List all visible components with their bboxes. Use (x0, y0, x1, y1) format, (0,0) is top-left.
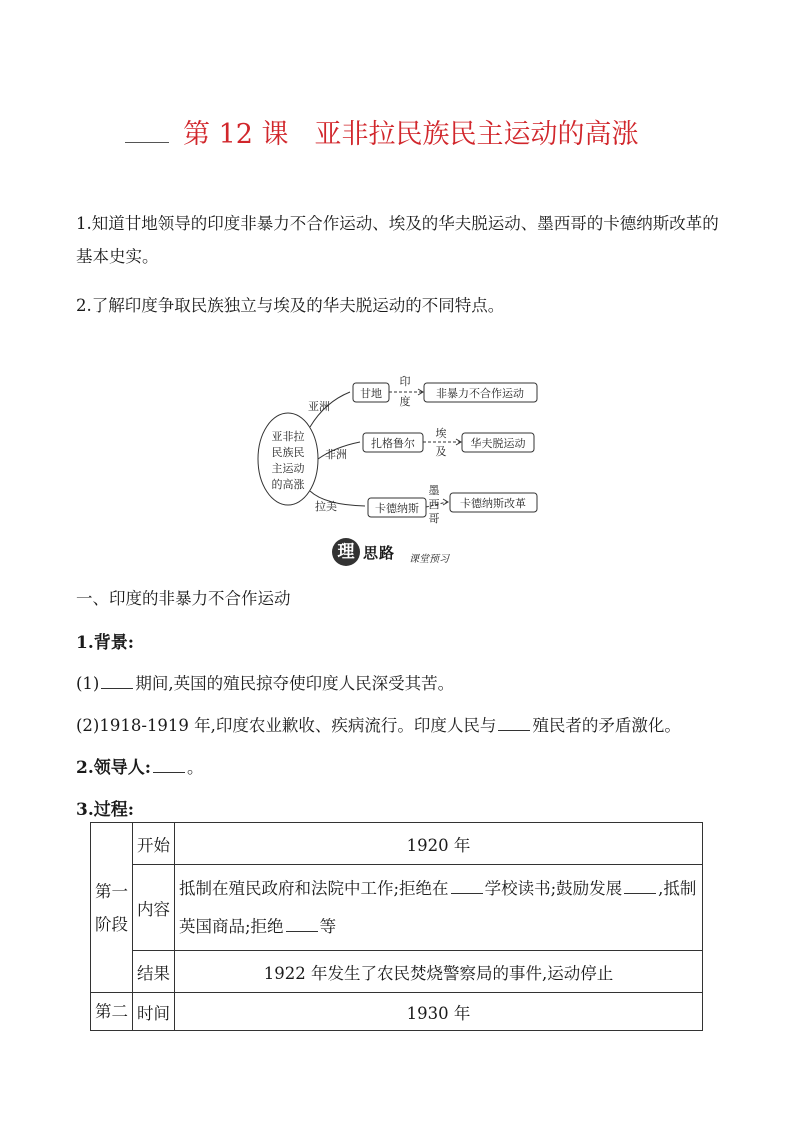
process-heading: 3.过程: (76, 800, 135, 820)
event-asia: 非暴力不合作运动 (436, 387, 524, 400)
stage-2-cell: 第二 (91, 993, 133, 1031)
content-d: 等 (319, 916, 337, 936)
objective-2: 2.了解印度争取民族独立与埃及的华夫脱运动的不同特点。 (76, 296, 505, 315)
country-africa-1: 埃 (435, 427, 447, 440)
content-a: 抵制在殖民政府和法院中工作;拒绝在 (179, 878, 449, 898)
table-row (91, 865, 703, 951)
mindmap-center-1: 亚非拉 (271, 430, 305, 443)
result-label: 结果 (133, 951, 175, 993)
event-latam: 卡德纳斯改革 (460, 497, 526, 510)
content-label: 内容 (133, 865, 175, 951)
time-value: 1930 年 (175, 993, 703, 1031)
lesson-topic: 亚非拉民族民主运动的高涨 (314, 119, 639, 150)
event-africa: 华夫脱运动 (470, 437, 526, 450)
content-c: ,抵制英国商品;拒绝 (179, 878, 697, 936)
country-latam-3: 哥 (428, 512, 440, 525)
answer-blank[interactable] (286, 917, 318, 932)
leader-latam: 卡德纳斯 (375, 502, 419, 515)
region-africa: 非洲 (325, 448, 347, 461)
bg1-text: 期间,英国的殖民掠夺使印度人民深受其苦。 (135, 674, 455, 693)
table-row (91, 993, 703, 1031)
think-logo (332, 538, 472, 568)
mindmap-center-2: 民族民 (271, 446, 305, 459)
background-heading: 1.背景: (76, 633, 135, 653)
stage-1-cell: 第一阶段 (91, 823, 133, 993)
lesson-number: 第 12 课 (183, 119, 289, 150)
start-label: 开始 (133, 823, 175, 865)
leader-line (76, 753, 204, 778)
country-africa-2: 及 (435, 445, 447, 458)
mindmap-center-3: 主运动 (271, 462, 305, 475)
think-logo-char: 理 (332, 538, 360, 566)
answer-blank[interactable] (498, 716, 530, 731)
answer-blank[interactable] (101, 674, 133, 689)
leader-africa: 扎格鲁尔 (371, 437, 415, 450)
think-logo-main: 思路 (363, 544, 396, 562)
process-table (90, 822, 703, 1031)
table-row (91, 951, 703, 993)
title-blank (125, 122, 169, 143)
answer-blank[interactable] (153, 758, 185, 773)
leader-heading: 2.领导人: (76, 758, 152, 778)
background-item-1 (76, 670, 454, 694)
country-latam-1: 墨 (428, 484, 440, 497)
table-row (91, 823, 703, 865)
result-value: 1922 年发生了农民焚烧警察局的事件,运动停止 (175, 951, 703, 993)
leader-asia: 甘地 (360, 387, 382, 400)
time-label: 时间 (133, 993, 175, 1031)
think-logo-sub: 课堂预习 (409, 554, 449, 565)
bg1-prefix: (1) (76, 674, 100, 693)
background-item-2 (76, 712, 681, 736)
region-latam: 拉美 (315, 500, 337, 513)
region-asia: 亚洲 (308, 400, 330, 413)
bg2-text-a: (2)1918-1919 年,印度农业歉收、疾病流行。印度人民与 (76, 716, 497, 735)
answer-blank[interactable] (624, 879, 656, 894)
content-value (175, 865, 703, 951)
answer-blank[interactable] (451, 879, 483, 894)
leader-end: 。 (187, 758, 204, 777)
start-value: 1920 年 (175, 823, 703, 865)
country-asia-2: 度 (399, 395, 411, 408)
mindmap-center-ellipse (258, 413, 318, 505)
page-title (125, 112, 639, 151)
country-latam-2: 西 (428, 498, 440, 511)
section-heading: 一、印度的非暴力不合作运动 (76, 589, 291, 608)
content-b: 学校读书;鼓励发展 (484, 878, 623, 898)
country-asia-1: 印 (399, 375, 411, 388)
mindmap-center-4: 的高涨 (271, 478, 305, 491)
bg2-text-b: 殖民者的矛盾激化。 (532, 716, 681, 735)
objective-1: 1.知道甘地领导的印度非暴力不合作运动、埃及的华夫脱运动、墨西哥的卡德纳斯改革的基本史实。 (76, 214, 719, 266)
